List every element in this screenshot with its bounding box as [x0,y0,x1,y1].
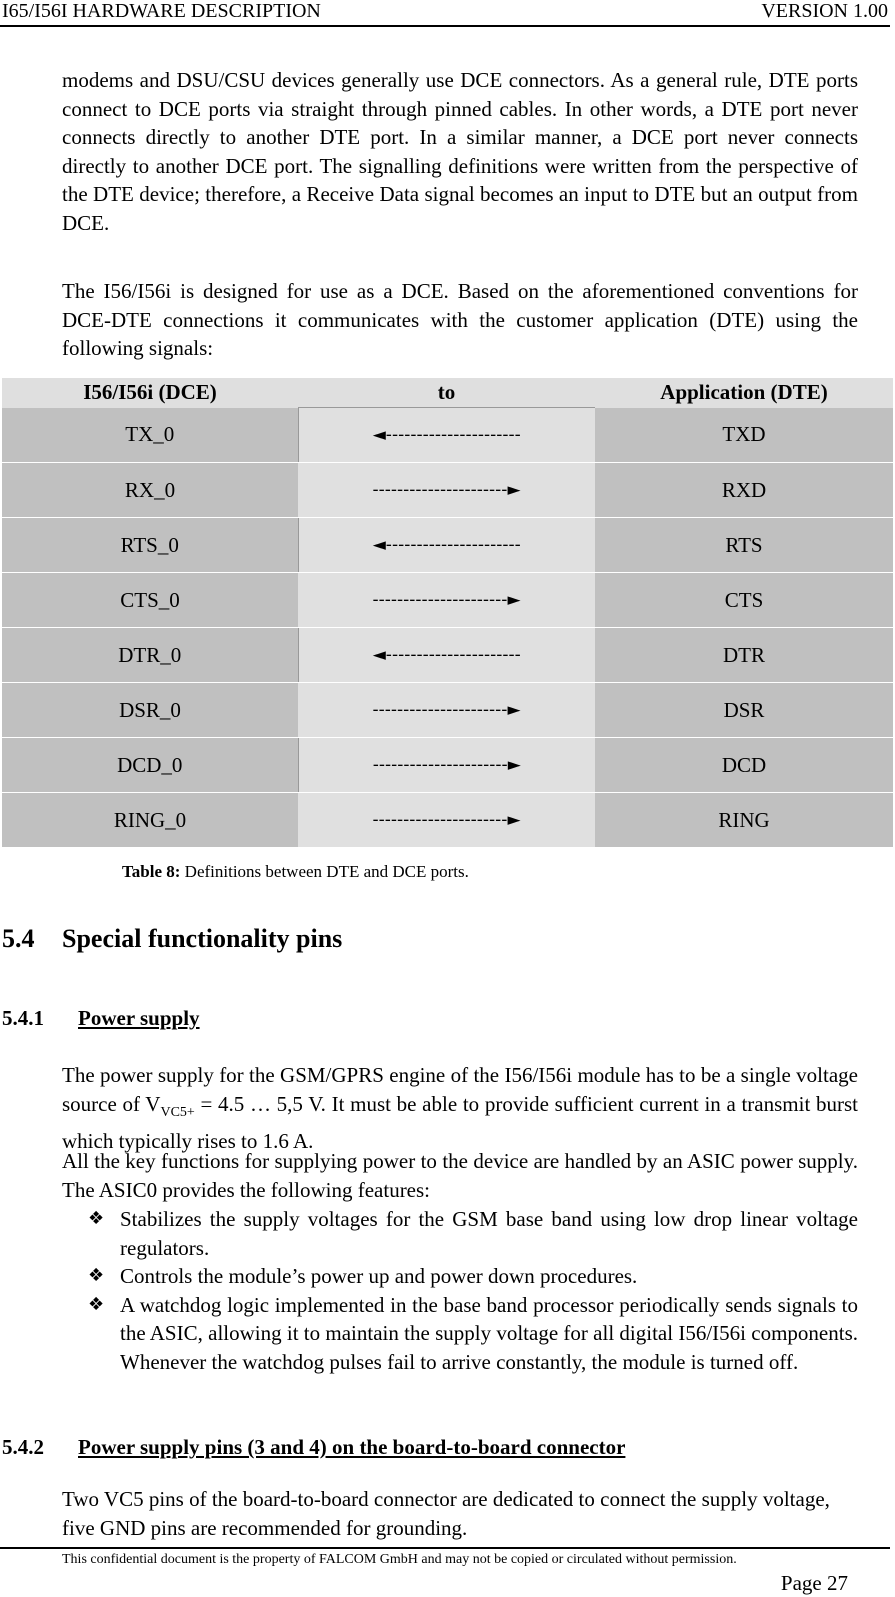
direction-arrow: ◄---------------------- [298,408,595,463]
power-supply-paragraph-1 [62,1061,858,1156]
dte-signal: TXD [595,408,893,463]
direction-arrow: ◄---------------------- [298,518,595,573]
signal-definitions-table [2,378,893,848]
header-dte: Application (DTE) [595,378,893,408]
dce-signal: DSR_0 [2,683,298,738]
list-item-text: Stabilizes the supply voltages for the GSM base band using low drop linear voltage regulators. [120,1207,858,1260]
section-title: Special functionality pins [62,924,343,953]
list-item [88,1262,858,1291]
section-heading-5-4 [2,924,342,954]
page-header [0,0,890,27]
page-number: Page 27 [780,1571,848,1595]
dce-signal: DCD_0 [2,738,298,793]
dce-signal: DTR_0 [2,628,298,683]
dce-signal: TX_0 [2,408,298,463]
list-item [88,1205,858,1262]
voltage-text-a: The power supply for the GSM/GPRS engine of the I56/I56i module has to be a single voltage source of V [62,1063,858,1116]
section-heading-5-4-2 [2,1434,625,1460]
table-caption [122,862,469,882]
dce-signal: RING_0 [2,793,298,848]
table-caption-label: Table 8: [122,862,181,881]
table-row [2,463,893,518]
asic-features-list [88,1205,858,1377]
power-supply-paragraph-2: All the key functions for supplying power to the device are handled by an ASIC power supply. The ASIC0 provides the following features: [62,1149,858,1202]
voltage-subscript: VC5+ [160,1104,195,1120]
dte-signal: DTR [595,628,893,683]
list-item-text: A watchdog logic implemented in the base band processor periodically sends signals to the ASIC, allowing it to maintain the supply voltage for all digital I56/I56i components. Whenever the watchdog pulses fail to arrive constantly, the module is turned off. [120,1292,858,1374]
table-header-row [2,378,893,408]
section-number: 5.4 [2,924,35,953]
power-pins-paragraph: Two VC5 pins of the board-to-board connector are dedicated to connect the supply voltage, five GND pins are recommended for grounding. [62,1487,830,1540]
diamond-bullet-icon: ❖ [88,1265,105,1287]
list-item-text: Controls the module’s power up and power down procedures. [120,1264,638,1289]
table-row [2,573,893,628]
direction-arrow: ----------------------► [298,738,595,793]
intro-paragraph-1: modems and DSU/CSU devices generally use DCE connectors. As a general rule, DTE ports connect to DCE ports via straight through pinned cables. In other words, a DTE port never connects directly to another DTE port. In a similar manner, a DCE port never connects directly to another DCE port. The signalling definitions were written from the perspective of the DTE device; therefore, a Receive Data signal becomes an input to DTE but an output from DCE. [62,68,858,235]
diamond-bullet-icon: ❖ [88,1293,105,1315]
table-row [2,408,893,463]
dte-signal: DCD [595,738,893,793]
dte-signal: RXD [595,463,893,518]
dte-signal: RTS [595,518,893,573]
direction-arrow: ----------------------► [298,683,595,738]
direction-arrow: ----------------------► [298,463,595,518]
document-title: I65/I56I HARDWARE DESCRIPTION [2,0,321,22]
section-number: 5.4.1 [2,1006,44,1030]
footer-divider [0,1547,890,1549]
section-title: Power supply [78,1006,200,1030]
dce-signal: CTS_0 [2,573,298,628]
dce-signal: RX_0 [2,463,298,518]
section-number: 5.4.2 [2,1435,44,1459]
table-row [2,628,893,683]
table-row [2,683,893,738]
dce-signal: RTS_0 [2,518,298,573]
dte-signal: CTS [595,573,893,628]
table-row [2,793,893,848]
voltage-text-b: = 4.5 … 5,5 V. It must be able to provide sufficient current in a transmit burst which typically rises to 1.6 A. [62,1091,858,1154]
dte-signal: RING [595,793,893,848]
document-version: VERSION 1.00 [761,0,888,22]
confidentiality-note: This confidential document is the property of FALCOM GmbH and may not be copied or circulated without permission. [62,1552,737,1567]
header-to: to [298,378,595,408]
direction-arrow: ◄---------------------- [298,628,595,683]
section-title: Power supply pins (3 and 4) on the board-to-board connector [78,1435,626,1459]
intro-paragraph-2: The I56/I56i is designed for use as a DCE. Based on the aforementioned conventions for DCE-DTE connections it communicates with the customer application (DTE) using the following signals: [62,279,858,361]
dte-signal: DSR [595,683,893,738]
diamond-bullet-icon: ❖ [88,1208,105,1229]
direction-arrow: ----------------------► [298,793,595,848]
list-item [88,1291,858,1377]
header-dce: I56/I56i (DCE) [2,378,298,408]
table-row [2,518,893,573]
table-row [2,738,893,793]
section-heading-5-4-1 [2,1005,200,1031]
direction-arrow: ----------------------► [298,573,595,628]
table-caption-text: Definitions between DTE and DCE ports. [180,862,469,881]
